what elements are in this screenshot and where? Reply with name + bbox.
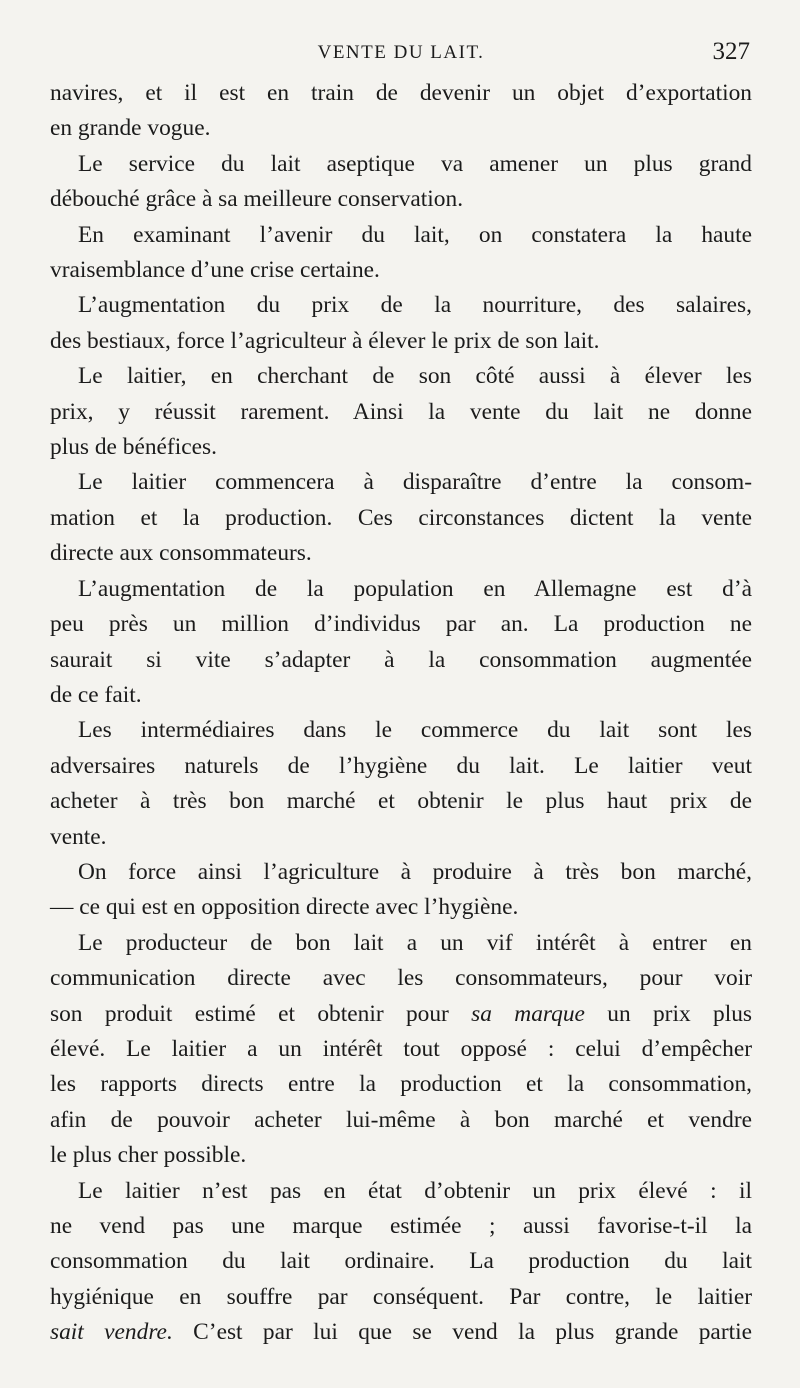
text-line: acheter à très bon marché et obtenir le plus haut prix de	[50, 788, 752, 815]
paragraph	[50, 926, 752, 1174]
text-line: adversaires naturels de l’hygiène du lait. Le laitier veut	[50, 752, 752, 779]
text-line: le plus cher possible.	[50, 1142, 247, 1169]
text-line: plus de bénéfices.	[50, 434, 217, 461]
paragraph	[50, 218, 752, 289]
page-header	[50, 0, 752, 76]
text-line: mation et la production. Ces circonstances dictent la vente	[50, 504, 752, 531]
text-line: navires, et il est en train de devenir un objet d’exportation	[50, 80, 752, 106]
text-line: Le laitier n’est pas en état d’obtenir un prix élevé : il	[78, 1177, 752, 1204]
text-line: L’augmentation du prix de la nourriture, des salaires,	[78, 292, 752, 319]
text-line: son produit estimé et obtenir pour sa marque un prix plus	[50, 1000, 752, 1027]
text-line: de ce fait.	[50, 681, 142, 708]
text-line: prix, y réussit rarement. Ainsi la vente du lait ne donne	[50, 398, 752, 425]
text-line: communication directe avec les consommateurs, pour voir	[50, 965, 752, 992]
text-line: hygiénique en souffre par conséquent. Par contre, le laitier	[50, 1283, 752, 1310]
text-line: des bestiaux, force l’agriculteur à élever le prix de son lait.	[50, 327, 600, 354]
text-line: consommation du lait ordinaire. La production du lait	[50, 1248, 752, 1275]
paragraph	[50, 572, 752, 714]
paragraph	[50, 1174, 752, 1351]
running-head: VENTE DU LAIT.	[317, 42, 485, 63]
text-line: les rapports directs entre la production et la consommation,	[50, 1071, 752, 1098]
text-line: vraisemblance d’une crise certaine.	[50, 257, 380, 284]
text-line: vente.	[50, 823, 107, 850]
text-line: sait vendre. C’est par lui que se vend la plus grande partie	[50, 1319, 752, 1346]
page-number: 327	[712, 38, 750, 65]
text-line: Les intermédiaires dans le commerce du lait sont les	[78, 717, 752, 744]
text-line: directe aux consommateurs.	[50, 540, 312, 567]
text-line: peu près un million d’individus par an. La production ne	[50, 611, 752, 638]
text-line: En examinant l’avenir du lait, on constatera la haute	[78, 221, 752, 248]
text-line: Le service du lait aseptique va amener un plus grand	[78, 150, 752, 177]
paragraph	[50, 76, 752, 147]
body-text	[50, 76, 752, 1351]
paragraph	[50, 359, 752, 465]
paragraph	[50, 147, 752, 218]
paragraph	[50, 713, 752, 855]
text-line: afin de pouvoir acheter lui-même à bon marché et vendre	[50, 1106, 752, 1133]
text-line: Le laitier commencera à disparaître d’entre la consom-	[78, 469, 752, 496]
text-line: L’augmentation de la population en Allemagne est d’à	[78, 575, 752, 602]
paragraph	[50, 465, 752, 571]
text-line: Le laitier, en cherchant de son côté aussi à élever les	[78, 363, 752, 390]
text-line: débouché grâce à sa meilleure conservation.	[50, 186, 464, 213]
text-line: élevé. Le laitier a un intérêt tout opposé : celui d’empêcher	[50, 1035, 752, 1062]
text-line: saurait si vite s’adapter à la consommation augmentée	[50, 646, 752, 673]
paragraph	[50, 855, 752, 926]
text-line: — ce qui est en opposition directe avec l’hygiène.	[50, 894, 519, 921]
text-line: en grande vogue.	[50, 115, 211, 142]
text-line: Le producteur de bon lait a un vif intérêt à entrer en	[78, 929, 752, 956]
text-line: ne vend pas une marque estimée ; aussi favorise-t-il la	[50, 1213, 752, 1239]
paragraph	[50, 288, 752, 359]
text-line: On force ainsi l’agriculture à produire à très bon marché,	[78, 858, 752, 885]
